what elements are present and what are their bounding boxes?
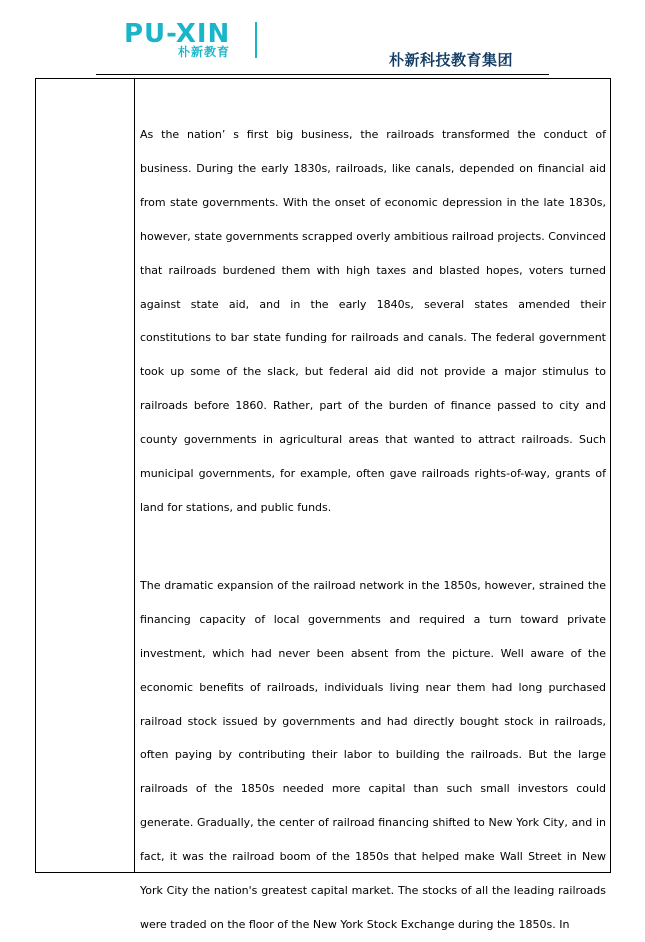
header-rule <box>96 74 549 75</box>
passage-paragraph-1: As the nation’ s first big business, the railroads transformed the conduct of business. During the early 1830s, railroads, like canals, depended on financial aid from state governments. With the onset of economic depression in the late 1830s, however, state governments scrapped overly ambitious railroad projects. Convinced that railroads burdened them with high taxes and blasted hopes, voters turned against state aid, and in the early 1840s, several states amended their constitutions to bar state funding for railroads and canals. The federal government took up some of the slack, but federal aid did not provide a major stimulus to railroads before 1860. Rather, part of the burden of finance passed to city and county governments in agricultural areas that wanted to attract railroads. Such municipal governments, for example, often gave railroads rights-of-way, grants of land for stations, and public funds. <box>140 128 606 514</box>
logo-subtitle: 朴新教育 <box>178 45 231 59</box>
logo-wordmark: PU-XIN <box>124 19 231 49</box>
company-name: 朴新科技教育集团 <box>389 51 514 69</box>
logo-divider <box>255 22 257 58</box>
puxin-logo <box>124 20 259 60</box>
passage-paragraph-2: The dramatic expansion of the railroad network in the 1850s, however, strained the financing capacity of local governments and required a turn toward private investment, which had never been absent from the picture. Well aware of the economic benefits of railroads, individuals living near them had long purchased railroad stock issued by governments and had directly bought stock in railroads, often paying by contributing their labor to building the railroads. But the large railroads of the 1850s needed more capital than such small investors could generate. Gradually, the center of railroad financing shifted to New York City, and in fact, it was the railroad boom of the 1850s that helped make Wall Street in New York City the nation's greatest capital market. The stocks of all the leading railroads were traded on the floor of the New York Stock Exchange during the 1850s. In <box>140 578 606 931</box>
column-divider <box>134 79 135 872</box>
passage-content <box>140 118 606 942</box>
